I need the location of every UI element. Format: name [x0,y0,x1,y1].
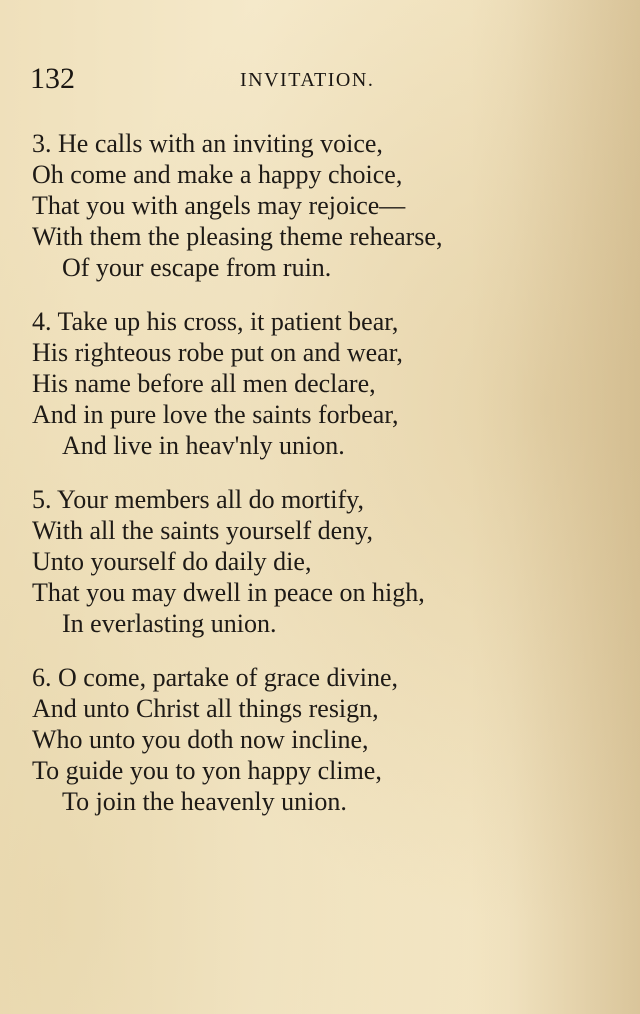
verse-line: His righteous robe put on and wear, [32,338,403,367]
page-header [30,62,610,96]
stanza-4 [32,306,612,461]
verse-line: To guide you to yon happy clime, [32,756,382,785]
verse-line: That you with angels may rejoice— [32,191,406,220]
verse-line: 4. Take up his cross, it patient bear, [32,307,399,336]
verse-refrain-line: In everlasting union. [62,609,277,638]
verse-refrain-line: To join the heavenly union. [62,787,347,816]
verse-line: And in pure love the saints forbear, [32,400,399,429]
verse-refrain-line: And live in heav'nly union. [62,431,345,460]
verse-line: Unto yourself do daily die, [32,547,312,576]
verse-line: That you may dwell in peace on high, [32,578,425,607]
stanza-6 [32,662,612,817]
verse-line: With them the pleasing theme rehearse, [32,222,443,251]
verse-line: His name before all men declare, [32,369,376,398]
verse-refrain-line: Of your escape from ruin. [62,253,332,282]
verse-line: 3. He calls with an inviting voice, [32,129,383,158]
verse-line: Who unto you doth now incline, [32,725,369,754]
stanza-5 [32,484,612,639]
hymn-verses [32,128,612,840]
page-number: 132 [30,62,75,95]
running-head: INVITATION. [240,69,375,91]
verse-line: And unto Christ all things resign, [32,694,379,723]
verse-line: Oh come and make a happy choice, [32,160,403,189]
verse-line: 5. Your members all do mortify, [32,485,364,514]
verse-line: 6. O come, partake of grace divine, [32,663,399,692]
stanza-3 [32,128,612,283]
verse-line: With all the saints yourself deny, [32,516,373,545]
